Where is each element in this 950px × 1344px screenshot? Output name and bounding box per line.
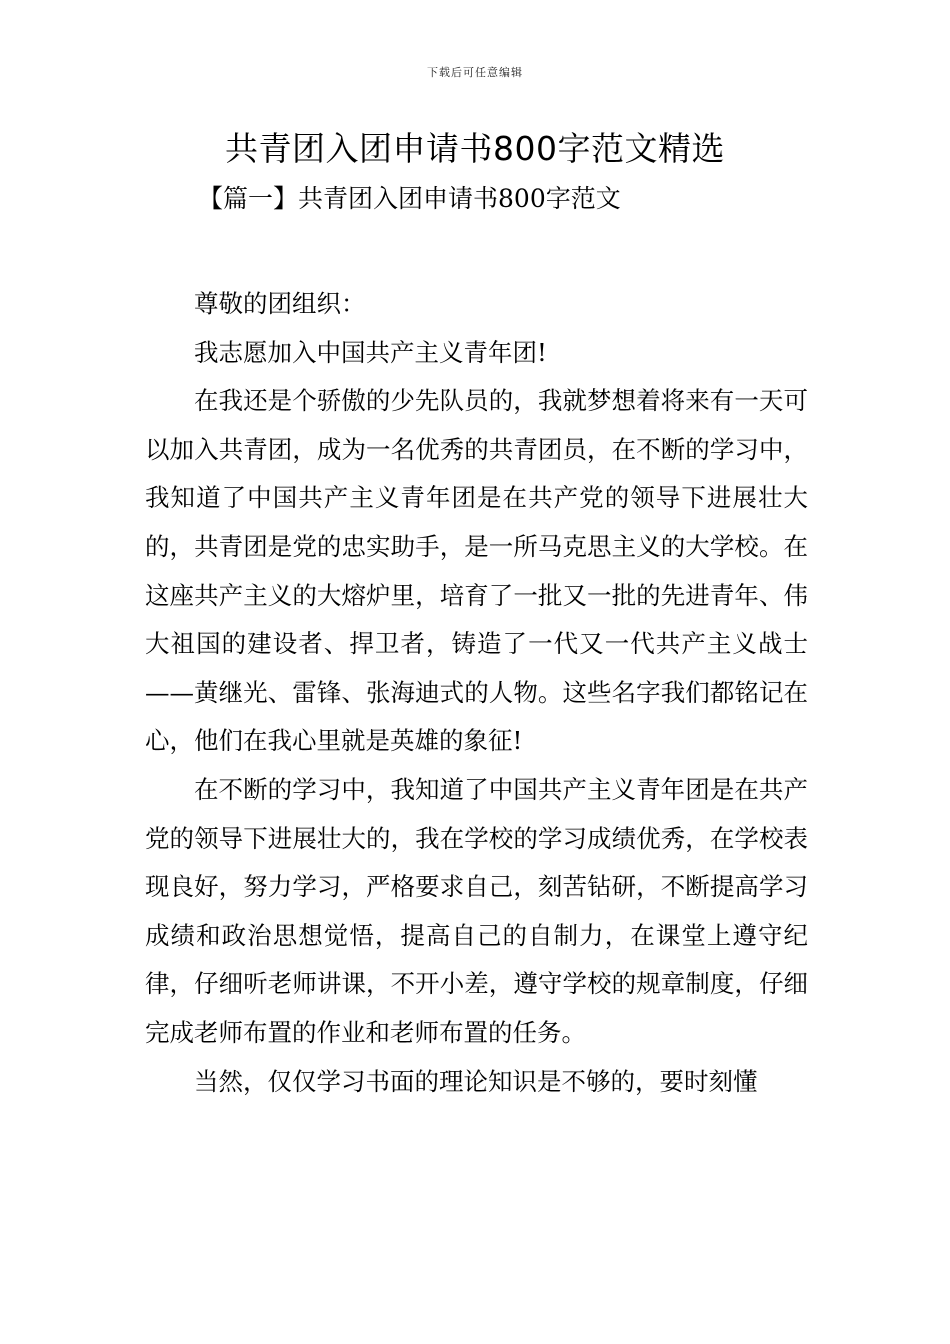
salutation: 尊敬的团组织： — [194, 289, 366, 318]
document-body — [145, 280, 808, 1106]
body-paragraph: 当然，仅仅学习书面的理论知识是不够的，要时刻懂 — [194, 1066, 758, 1096]
section-heading: 【篇一】共青团入团申请书800字范文 — [198, 184, 621, 213]
body-paragraph: 在不断的学习中，我知道了中国共产主义青年团是在共产党的领导下进展壮大的，我在学校的学习成绩优秀，在学校表现良好，努力学习，严格要求自己，刻苦钻研，不断提高学习成绩和政治思想觉悟，提高自己的自制力，在课堂上遵守纪律，仔细听老师讲课，不开小差，遵守学校的规章制度，仔细完成老师布置的作业和老师布置的任务。 — [145, 774, 808, 1047]
header-note: 下载后可任意编辑 — [427, 66, 523, 79]
body-paragraph: 我志愿加入中国共产主义青年团! — [194, 337, 547, 367]
document-title: 共青团入团申请书800字范文精选 — [225, 129, 725, 168]
body-paragraph: 在我还是个骄傲的少先队员的，我就梦想着将来有一天可以加入共青团，成为一名优秀的共青团员，在不断的学习中，我知道了中国共产主义青年团是在共产党的领导下进展壮大的，共青团是党的忠实助手，是一所马克思主义的大学校。在这座共产主义的大熔炉里，培育了一批又一批的先进青年、伟大祖国的建设者、捍卫者，铸造了一代又一代共产主义战士——黄继光、雷锋、张海迪式的人物。这些名字我们都铭记在心，他们在我心里就是英雄的象征! — [145, 386, 808, 756]
